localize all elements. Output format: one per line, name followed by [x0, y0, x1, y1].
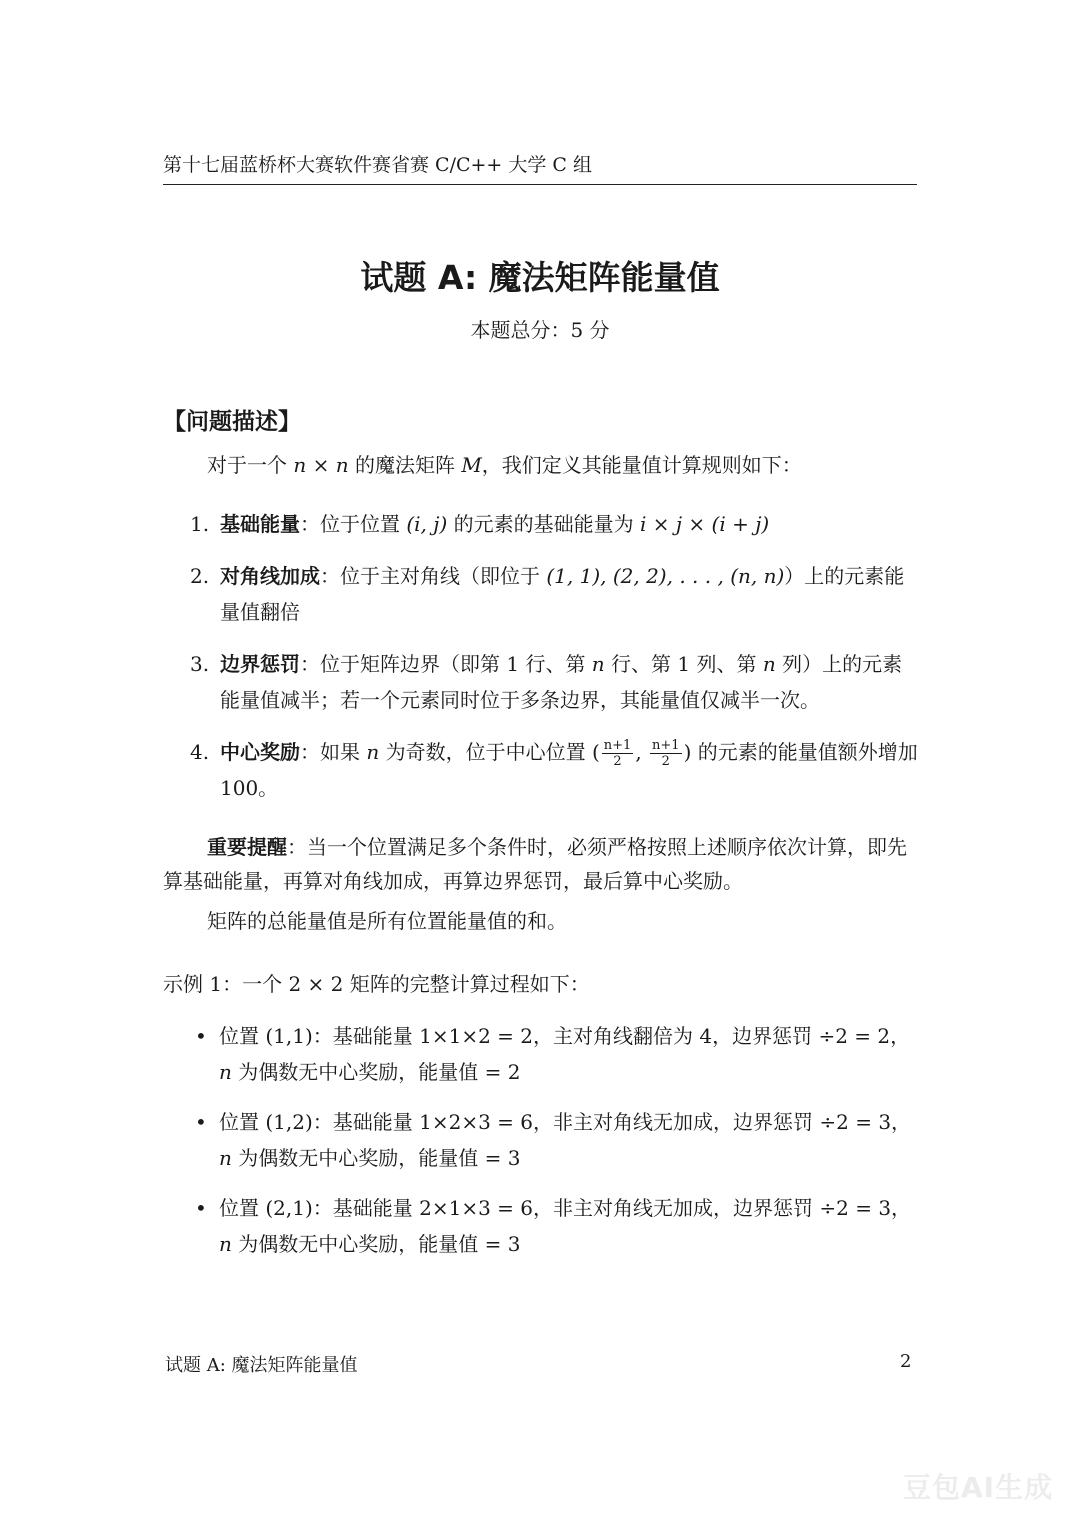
rule-name: 中心奖励	[220, 740, 300, 764]
rule-number: 1.	[190, 512, 210, 536]
rule-name: 对角线加成	[220, 564, 320, 588]
section-heading: 【问题描述】	[163, 409, 301, 435]
rules-list	[190, 506, 920, 822]
fraction: $\frac{n+1}{2}$	[603, 738, 632, 769]
intro-paragraph: 对于一个 n × n 的魔法矩阵 M，我们定义其能量值计算规则如下：	[207, 453, 802, 477]
watermark: 豆包AI生成	[903, 1471, 1054, 1504]
example-intro: 示例 1：一个 2 × 2 矩阵的完整计算过程如下：	[163, 972, 590, 996]
rule-number: 4.	[190, 740, 210, 764]
rule-number: 2.	[190, 564, 210, 588]
rule-item: 1. 基础能量：位于位置 (i, j) 的元素的基础能量为 i × j × (i + j)	[190, 506, 920, 542]
fraction: $\frac{n+1}{2}$	[652, 738, 680, 769]
problem-title: 试题 A: 魔法矩阵能量值	[360, 258, 720, 297]
reminder-label: 重要提醒	[207, 835, 287, 859]
running-header: 第十七届蓝桥杯大赛软件赛省赛 C/C++ 大学 C 组	[163, 152, 917, 185]
math-M: M	[461, 453, 482, 477]
rule-name: 基础能量	[220, 512, 300, 536]
rule-item: 4. 中心奖励：如果 n 为奇数，位于中心位置 ( $\frac{n+1}{2}$ , $\frac{n+1}{2}$ ) 的元素的能量值额外增加 100。	[190, 734, 920, 806]
rule-name: 边界惩罚	[220, 652, 300, 676]
page-number: 2	[900, 1351, 912, 1372]
rule-item: 2. 对角线加成：位于主对角线（即位于 (1, 1), (2, 2), . . . , (n, n)）上的元素能量值翻倍	[190, 558, 920, 630]
rule-item: 3. 边界惩罚：位于矩阵边界（即第 1 行、第 n 行、第 1 列、第 n 列）上的元素能量值减半；若一个元素同时位于多条边界，其能量值仅减半一次。	[190, 646, 920, 718]
example-item: • 位置 (1,1)：基础能量 1×1×2 = 2，主对角线翻倍为 4，边界惩罚 ÷2 = 2， n 为偶数无中心奖励，能量值 = 2	[195, 1018, 920, 1090]
important-reminder: 重要提醒：当一个位置满足多个条件时，必须严格按照上述顺序依次计算，即先算基础能量，再算对角线加成，再算边界惩罚，最后算中心奖励。	[163, 835, 907, 893]
running-footer: 试题 A: 魔法矩阵能量值	[165, 1355, 358, 1376]
bullet-icon: •	[195, 1024, 207, 1048]
example-item: • 位置 (2,1)：基础能量 2×1×3 = 6，非主对角线无加成，边界惩罚 ÷2 = 3， n 为偶数无中心奖励，能量值 = 3	[195, 1190, 920, 1262]
problem-score: 本题总分：5 分	[470, 318, 610, 342]
example-list	[195, 1018, 920, 1276]
bullet-icon: •	[195, 1110, 207, 1134]
bullet-icon: •	[195, 1196, 207, 1220]
rule-number: 3.	[190, 652, 210, 676]
total-energy-text: 矩阵的总能量值是所有位置能量值的和。	[207, 909, 567, 933]
example-item: • 位置 (1,2)：基础能量 1×2×3 = 6，非主对角线无加成，边界惩罚 ÷2 = 3， n 为偶数无中心奖励，能量值 = 3	[195, 1104, 920, 1176]
math-n-by-n: n × n	[293, 453, 349, 477]
